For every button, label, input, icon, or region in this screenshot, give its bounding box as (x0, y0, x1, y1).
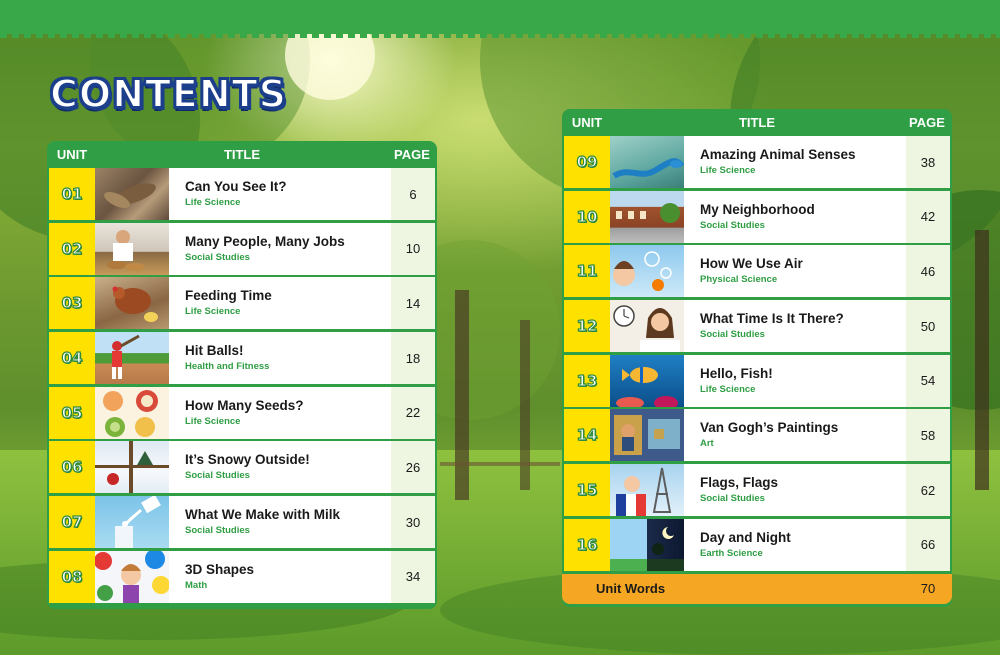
unit-title: Feeding Time (185, 288, 272, 304)
toc-table-right (562, 109, 952, 607)
unit-title: How Many Seeds? (185, 397, 304, 413)
toc-header (47, 141, 437, 168)
unit-title: Hello, Fish! (700, 365, 773, 381)
page-number: 50 (906, 300, 950, 352)
top-green-band (0, 0, 1000, 34)
unit-subject: Social Studies (700, 493, 765, 505)
header-page: PAGE (909, 115, 945, 130)
header-unit: UNIT (571, 115, 603, 130)
unit-title: What Time Is It There? (700, 311, 844, 327)
unit-number: 11 (564, 245, 610, 297)
unit-subject: Earth Science (700, 547, 763, 559)
toc-row[interactable] (49, 332, 435, 384)
clock-girl-photo (610, 300, 684, 352)
van-gogh-photo (610, 409, 684, 461)
unit-title: Hit Balls! (185, 343, 244, 359)
unit-number: 14 (564, 409, 610, 461)
page-title: CONTENTS (50, 72, 287, 116)
page-number: 42 (906, 191, 950, 243)
unit-title: My Neighborhood (700, 201, 815, 217)
page-number: 30 (391, 496, 435, 548)
unit-number: 01 (49, 168, 95, 220)
unit-title: 3D Shapes (185, 561, 255, 577)
bubbles-girl-photo (610, 245, 684, 297)
toc-row[interactable] (564, 245, 950, 297)
toc-row[interactable] (564, 464, 950, 516)
page-number: 10 (391, 223, 435, 275)
unit-title: Many People, Many Jobs (185, 233, 345, 249)
toc-header (562, 109, 952, 136)
toc-row[interactable] (564, 409, 950, 461)
toc-row[interactable] (49, 387, 435, 439)
page-number: 54 (906, 355, 950, 407)
toc-row[interactable] (564, 191, 950, 243)
page-number: 22 (391, 387, 435, 439)
snowy-window-photo (95, 441, 169, 493)
toc-table-left (47, 141, 437, 609)
page-number: 66 (906, 519, 950, 571)
girl-balloons-photo (95, 551, 169, 603)
unit-words-page: 70 (920, 581, 936, 596)
unit-subject: Life Science (185, 197, 241, 208)
unit-title: Van Gogh’s Paintings (700, 420, 839, 436)
baker-photo (95, 223, 169, 275)
unit-title: What We Make with Milk (185, 507, 341, 523)
street-photo (610, 191, 684, 243)
unit-title: Amazing Animal Senses (700, 147, 856, 162)
unit-number: 15 (564, 464, 610, 516)
unit-subject: Life Science (185, 415, 241, 427)
header-title: TITLE (223, 147, 261, 162)
unit-subject: Art (700, 438, 714, 450)
unit-subject: Social Studies (185, 470, 250, 482)
header-page: PAGE (394, 147, 430, 162)
unit-title: How We Use Air (700, 256, 803, 272)
snake-photo (610, 136, 684, 188)
page-number: 26 (391, 441, 435, 493)
baseball-batter-photo (95, 332, 169, 384)
unit-subject: Math (185, 579, 208, 591)
unit-number: 03 (49, 277, 95, 329)
leaf-insect-photo (95, 168, 169, 220)
tropical-fish-photo (610, 355, 684, 407)
toc-row[interactable] (49, 496, 435, 548)
unit-number: 02 (49, 223, 95, 275)
header-unit: UNIT (56, 147, 88, 162)
unit-title: Day and Night (700, 529, 791, 545)
unit-number: 09 (564, 136, 610, 188)
page-number: 34 (391, 551, 435, 603)
unit-title: Flags, Flags (700, 475, 779, 491)
unit-number: 08 (49, 551, 95, 603)
toc-row[interactable] (564, 519, 950, 571)
unit-number: 13 (564, 355, 610, 407)
unit-number: 12 (564, 300, 610, 352)
unit-number: 05 (49, 387, 95, 439)
milk-splash-photo (95, 496, 169, 548)
unit-subject: Life Science (185, 306, 241, 318)
unit-subject: Social Studies (185, 525, 250, 537)
unit-subject: Physical Science (700, 274, 778, 286)
header-title: TITLE (738, 115, 776, 130)
toc-row[interactable] (564, 136, 950, 188)
page-number: 38 (906, 136, 950, 188)
unit-number: 10 (564, 191, 610, 243)
unit-title: It’s Snowy Outside! (185, 452, 310, 468)
unit-subject: Social Studies (185, 251, 250, 263)
unit-subject: Health and Fitness (185, 361, 270, 373)
toc-row[interactable] (564, 355, 950, 407)
toc-row[interactable] (49, 168, 435, 220)
toc-row[interactable] (49, 223, 435, 275)
hen-chicks-photo (95, 277, 169, 329)
page-number: 6 (391, 168, 435, 220)
page-number: 14 (391, 277, 435, 329)
unit-subject: Life Science (700, 165, 756, 176)
unit-number: 07 (49, 496, 95, 548)
toc-row[interactable] (564, 300, 950, 352)
toc-row[interactable] (49, 277, 435, 329)
page-number: 46 (906, 245, 950, 297)
page-number: 18 (391, 332, 435, 384)
unit-number: 16 (564, 519, 610, 571)
page-number: 62 (906, 464, 950, 516)
unit-subject: Social Studies (700, 329, 765, 341)
toc-row[interactable] (49, 441, 435, 493)
page-number: 58 (906, 409, 950, 461)
fruit-halves-photo (95, 387, 169, 439)
day-night-photo (610, 519, 684, 571)
unit-subject: Social Studies (700, 219, 765, 231)
unit-number: 04 (49, 332, 95, 384)
unit-words-row[interactable] (562, 574, 952, 604)
unit-words-label: Unit Words (596, 581, 666, 596)
eiffel-flag-photo (610, 464, 684, 516)
toc-row[interactable] (49, 551, 435, 603)
unit-number: 06 (49, 441, 95, 493)
unit-subject: Life Science (700, 383, 756, 395)
unit-title: Can You See It? (185, 179, 287, 194)
